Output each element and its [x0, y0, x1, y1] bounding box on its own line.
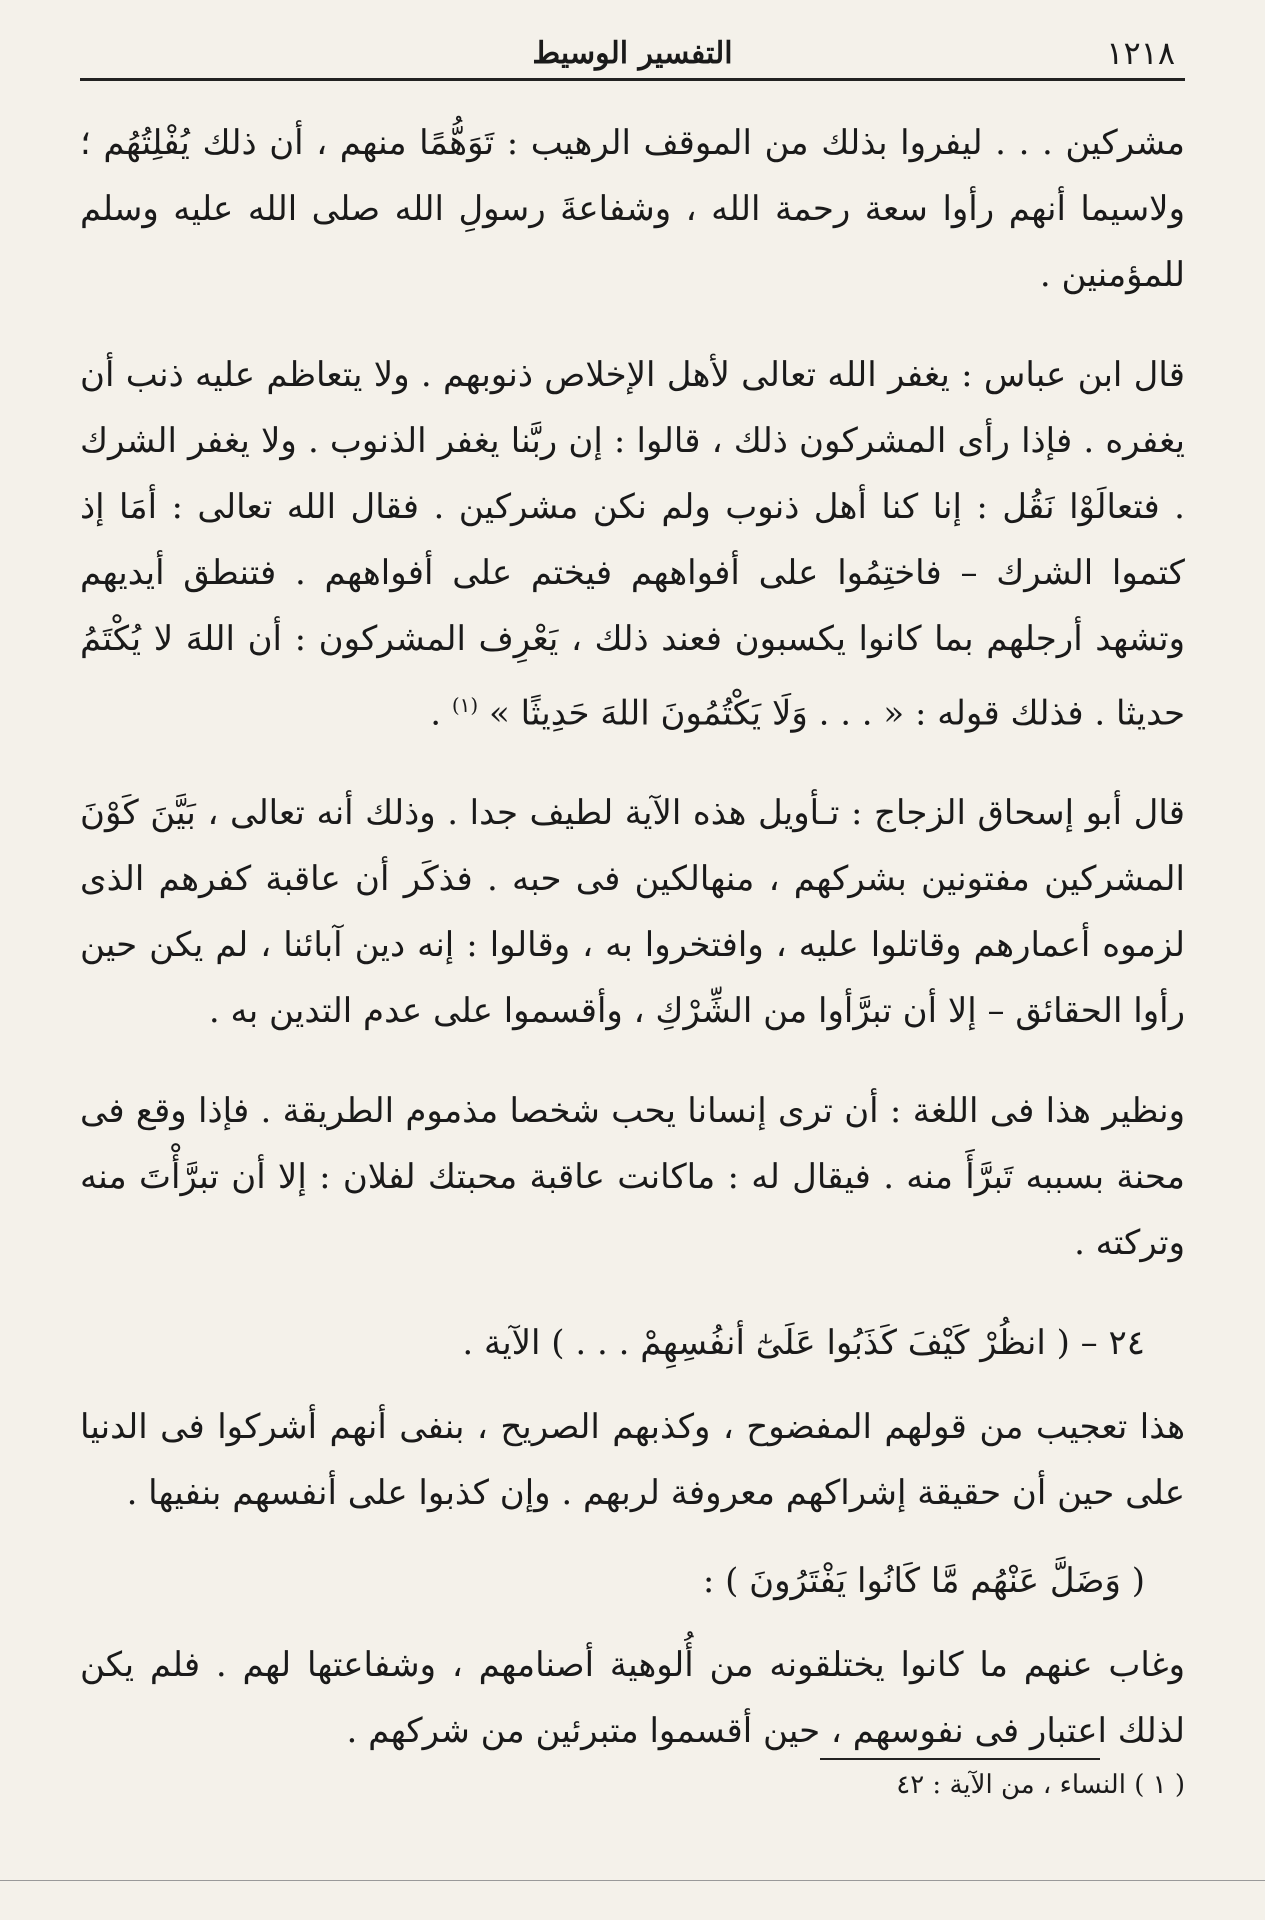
- paragraph: ونظير هذا فى اللغة : أن ترى إنسانا يحب شخصا مذموم الطريقة . فإذا وقع فى محنة بسببه تَبرَّأَ منه . فيقال له : ماكانت عاقبة محبتك لفلان : إلا أن تبرَّأْتَ منه وتركته .: [80, 1091, 1185, 1264]
- page-header: [80, 28, 1185, 81]
- paragraph: مشركين . . . ليفروا بذلك من الموقف الرهيب : تَوَهُّمًا منهم ، أن ذلك يُفْلِتُهُم ؛ ولاسيما أنهم رأوا سعة رحمة الله ، وشفاعةَ رسولِ الله صلى الله عليه وسلم للمؤمنين .: [80, 123, 1185, 295]
- paragraph-with-footnote: قال ابن عباس : يغفر الله تعالى لأهل الإخلاص ذنوبهم . ولا يتعاظم عليه ذنب أن يغفره . فإذا رأى المشركون ذلك ، قالوا : إن ربَّنا يغفر الذنوب . ولا يغفر الشرك . فتعالَوْا نَقُل : إنا كنا أهل ذنوب ولم نكن مشركين . فقال الله تعالى : أمَا إذ كتموا الشرك – فاختِمُوا على أفواههم فيختم على أفواههم . فتنطق أيديهم وتشهد أرجلهم بما كانوا يكسبون فعند ذلك ، يَعْرِف المشركون : أن اللهَ لا يُكْتَمُ حديثا . فذلك قوله : « . . . وَلَا يَكْتُمُونَ اللهَ حَدِيثًا » $^{(١)}$ .: [80, 355, 1185, 734]
- footnote: ( ١ ) النساء ، من الآية : ٤٢: [896, 1770, 1185, 1800]
- running-title: التفسير الوسيط: [532, 35, 733, 71]
- verse-heading: ( وَضَلَّ عَنْهُم مَّا كَانُوا يَفْتَرُونَ ) :: [702, 1561, 1145, 1602]
- paragraph: قال أبو إسحاق الزجاج : تـأويل هذه الآية لطيف جدا . وذلك أنه تعالى ، بَيَّنَ كَوْنَ المشركين مفتونين بشركهم ، منهالكين فى حبه . فذكَر أن عاقبة كفرهم الذى لزموه أعمارهم وقاتلوا عليه ، وافتخروا به ، وقالوا : إنه دين آبائنا ، لم يكن حين رأوا الحقائق – إلا أن تبرَّأوا من الشِّرْكِ ، وأقسموا على عدم التدين به .: [80, 793, 1185, 1032]
- page-number: ١٢١٨: [1106, 34, 1175, 72]
- page-edge-line: [0, 1880, 1265, 1881]
- footnote-reference: (١): [451, 693, 479, 717]
- page-body: [80, 110, 1185, 1798]
- paragraph: هذا تعجيب من قولهم المفضوح ، وكذبهم الصريح ، بنفى أنهم أشركوا فى الدنيا على حين أن حقيقة إشراكهم معروفة لربهم . وإن كذبوا على أنفسهم بنفيها .: [80, 1407, 1185, 1514]
- paragraph: وغاب عنهم ما كانوا يختلقونه من أُلوهية أصنامهم ، وشفاعتها لهم . فلم يكن لذلك اعتبار فى نفوسهم ، حين أقسموا متبرئين من شركهم .: [80, 1645, 1185, 1752]
- paragraph-text: قال ابن عباس : يغفر الله تعالى لأهل الإخلاص ذنوبهم . ولا يتعاظم عليه ذنب أن يغفره . فإذا رأى المشركون ذلك ، قالوا : إن ربَّنا يغفر الذنوب . ولا يغفر الشرك . فتعالَوْا نَقُل : إنا كنا أهل ذنوب ولم نكن مشركين . فقال الله تعالى : أمَا إذ كتموا الشرك – فاختِمُوا على أفواههم فيختم على أفواههم . فتنطق أيديهم وتشهد أرجلهم بما كانوا يكسبون فعند ذلك ، يَعْرِف المشركون : أن اللهَ لا يُكْتَمُ حديثا . فذلك قوله : « . . . وَلَا يَكْتُمُونَ اللهَ حَدِيثًا »: [80, 355, 1185, 734]
- footnote-divider: [820, 1758, 1100, 1760]
- verse-heading: ٢٤ – ( انظُرْ كَيْفَ كَذَبُوا عَلَىٰٓ أنفُسِهِمْ . . . ) الآية .: [462, 1323, 1145, 1364]
